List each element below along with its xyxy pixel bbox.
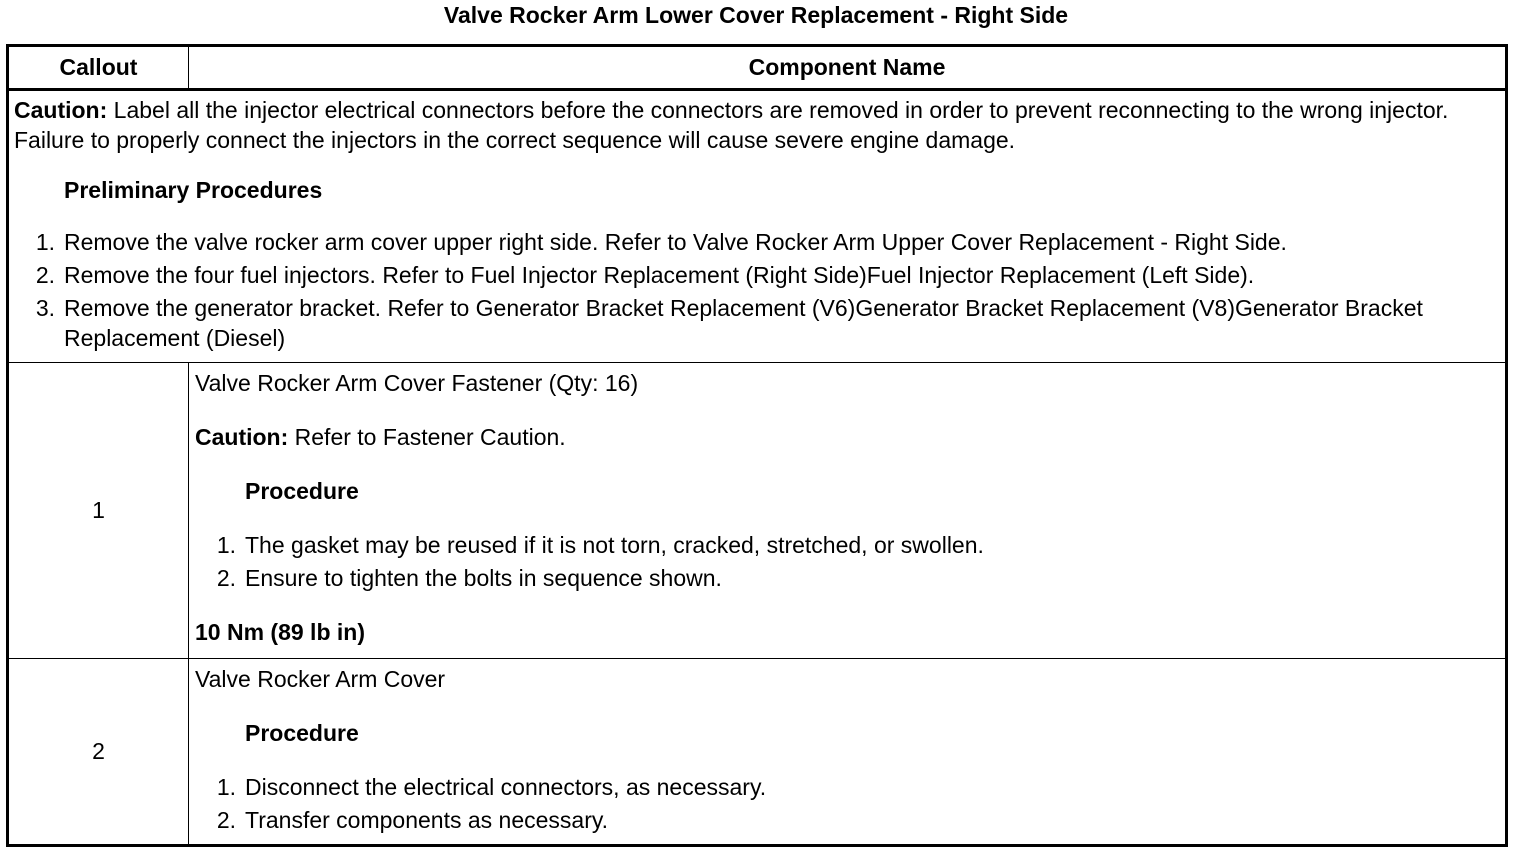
step-text: Remove the generator bracket. Refer to Generator Bracket Replacement (V6)Generator Bracket Replacement (V8)Generator Bracket Replacement (Diesel) <box>64 295 1423 351</box>
step-number: 2. <box>35 262 55 288</box>
component-cell <box>189 363 1507 659</box>
caution-label: Caution: <box>195 424 289 450</box>
list-item <box>35 260 1501 290</box>
step-text: Ensure to tighten the bolts in sequence shown. <box>245 565 722 591</box>
header-component-name: Component Name <box>189 46 1507 90</box>
list-item <box>35 227 1501 257</box>
caution-text: Refer to Fastener Caution. <box>288 424 566 450</box>
list-item <box>35 293 1501 353</box>
component-caution <box>195 422 1499 452</box>
component-table <box>6 44 1508 847</box>
step-number: 1. <box>216 532 236 558</box>
list-item <box>216 805 1499 835</box>
preliminary-row <box>8 90 1507 363</box>
caution-text: Label all the injector electrical connectors before the connectors are removed in order to prevent reconnecting to the wrong injector. Failure to properly connect the injectors in the correct sequence will cause severe engine damage. <box>14 97 1449 153</box>
procedure-steps <box>195 530 1499 593</box>
list-item <box>216 563 1499 593</box>
component-cell <box>189 659 1507 846</box>
component-name: Valve Rocker Arm Cover <box>195 666 446 692</box>
step-text: Remove the valve rocker arm cover upper right side. Refer to Valve Rocker Arm Upper Cover Replacement - Right Side. <box>64 229 1287 255</box>
callout-number: 2 <box>8 659 189 846</box>
procedure-steps <box>195 772 1499 835</box>
list-item <box>216 772 1499 802</box>
procedure-heading: Procedure <box>245 478 359 504</box>
component-name: Valve Rocker Arm Cover Fastener (Qty: 16) <box>195 370 639 396</box>
table-header-row <box>8 46 1507 90</box>
step-text: Transfer components as necessary. <box>245 807 609 833</box>
page-title: Valve Rocker Arm Lower Cover Replacement - Right Side <box>443 2 1069 28</box>
step-text: Disconnect the electrical connectors, as necessary. <box>245 774 767 800</box>
procedure-heading: Procedure <box>245 720 359 746</box>
caution-label: Caution: <box>14 97 108 123</box>
preliminary-steps <box>14 227 1501 353</box>
step-number: 2. <box>216 565 236 591</box>
step-text: The gasket may be reused if it is not torn, cracked, stretched, or swollen. <box>245 532 984 558</box>
table-row <box>8 363 1507 659</box>
preliminary-caution <box>14 95 1501 155</box>
step-text: Remove the four fuel injectors. Refer to Fuel Injector Replacement (Right Side)Fuel Injector Replacement (Left Side). <box>64 262 1255 288</box>
torque-spec: 10 Nm (89 lb in) <box>195 619 365 645</box>
step-number: 1. <box>216 774 236 800</box>
callout-number: 1 <box>8 363 189 659</box>
preliminary-heading: Preliminary Procedures <box>64 177 323 203</box>
preliminary-cell <box>8 90 1507 363</box>
table-row <box>8 659 1507 846</box>
step-number: 2. <box>216 807 236 833</box>
list-item <box>216 530 1499 560</box>
step-number: 1. <box>35 229 55 255</box>
step-number: 3. <box>35 295 55 321</box>
header-callout: Callout <box>8 46 189 90</box>
